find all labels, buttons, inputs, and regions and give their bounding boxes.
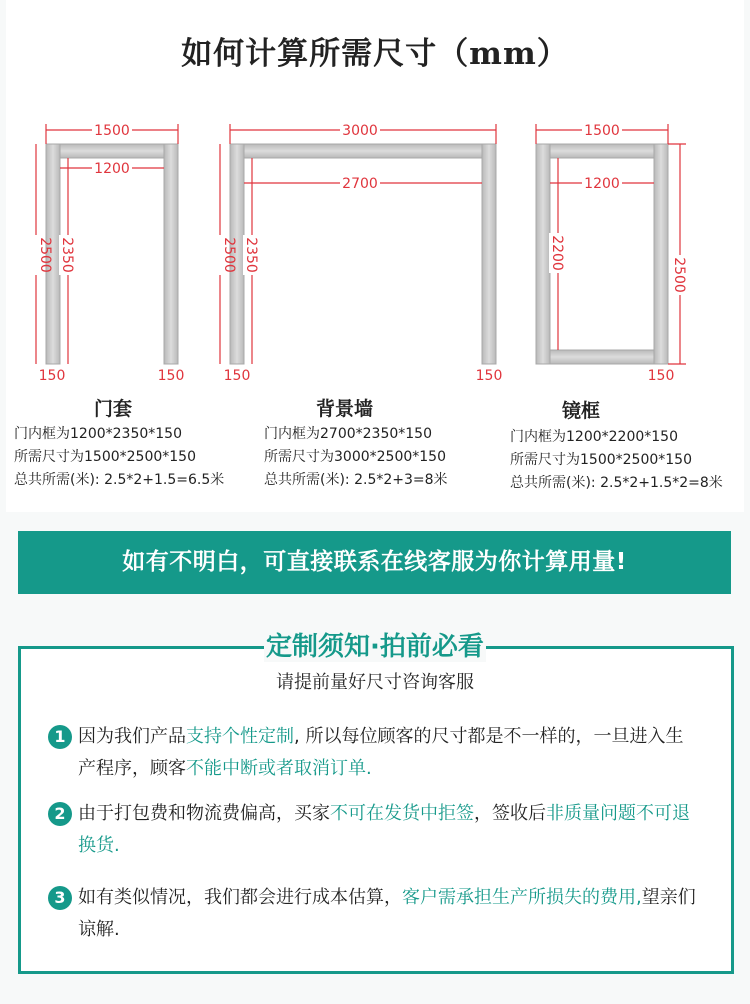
door-casing-frame	[46, 144, 178, 158]
info-line: 总共所需(米): 2.5*2+3=8米	[264, 472, 448, 488]
notice-item-2: 2 由于打包费和物流费偏高，买家不可在发货中拒签，签收后非质量问题不可退换货.	[48, 798, 698, 862]
mirror-frame	[654, 144, 668, 364]
frame-diagrams	[0, 0, 750, 400]
info-line: 总共所需(米): 2.5*2+1.5=6.5米	[14, 472, 225, 488]
wall-frame-right: 150	[475, 368, 503, 384]
door-casing-info	[14, 423, 224, 492]
wall-outer-width: 3000	[342, 123, 378, 139]
mirror-inner-height: 2200	[549, 235, 565, 271]
mirror-frame-info	[510, 426, 723, 495]
mirror-frame-label: 镜框	[562, 400, 601, 422]
mirror-outer-width: 1500	[584, 123, 620, 139]
mirror-outer-height: 2500	[671, 257, 687, 293]
background-wall-label: 背景墙	[316, 398, 374, 420]
info-line: 门内框为1200*2200*150	[510, 429, 678, 445]
info-line: 门内框为2700*2350*150	[264, 426, 432, 442]
info-line: 所需尺寸为1500*2500*150	[14, 449, 196, 465]
background-wall-info	[264, 423, 448, 492]
door-outer-height: 2500	[37, 237, 53, 273]
wall-frame-left: 150	[223, 368, 251, 384]
mirror-frame	[536, 144, 550, 364]
mirror-inner-width: 1200	[584, 176, 620, 192]
info-line: 所需尺寸为3000*2500*150	[264, 449, 446, 465]
info-line: 门内框为1200*2350*150	[14, 426, 182, 442]
mirror-frame	[536, 144, 668, 158]
background-wall-frame	[482, 144, 496, 364]
door-inner-height: 2350	[59, 237, 75, 273]
wall-inner-height: 2350	[243, 237, 259, 273]
door-outer-width: 1500	[94, 123, 130, 139]
notice-subtitle: 请提前量好尺寸咨询客服	[276, 672, 474, 693]
door-casing-label: 门套	[94, 398, 133, 420]
mirror-frame	[536, 350, 668, 364]
notice-title: 定制须知·拍前必看	[266, 632, 484, 662]
background-wall-frame	[230, 144, 496, 158]
door-casing-frame	[164, 144, 178, 364]
notice-item-3: 3 如有类似情况，我们都会进行成本估算，客户需承担生产所损失的费用,望亲们谅解.	[48, 882, 698, 946]
wall-inner-width: 2700	[342, 176, 378, 192]
notice-item-1: 1 因为我们产品支持个性定制, 所以每位顾客的尺寸都是不一样的，一旦进入生产程序，顾客不能中断或者取消订单.	[48, 721, 698, 785]
info-line: 总共所需(米): 2.5*2+1.5*2=8米	[510, 475, 723, 491]
number-1-icon: 1	[48, 725, 72, 749]
info-line: 所需尺寸为1500*2500*150	[510, 452, 692, 468]
door-frame-left: 150	[38, 368, 66, 384]
door-frame-right: 150	[157, 368, 185, 384]
page-title: 如何计算所需尺寸（mm）	[181, 36, 569, 72]
mirror-frame-right: 150	[647, 368, 675, 384]
contact-service-banner: 如有不明白，可直接联系在线客服为你计算用量!	[18, 531, 731, 594]
number-3-icon: 3	[48, 886, 72, 910]
wall-outer-height: 2500	[221, 237, 237, 273]
door-inner-width: 1200	[94, 161, 130, 177]
number-2-icon: 2	[48, 802, 72, 826]
